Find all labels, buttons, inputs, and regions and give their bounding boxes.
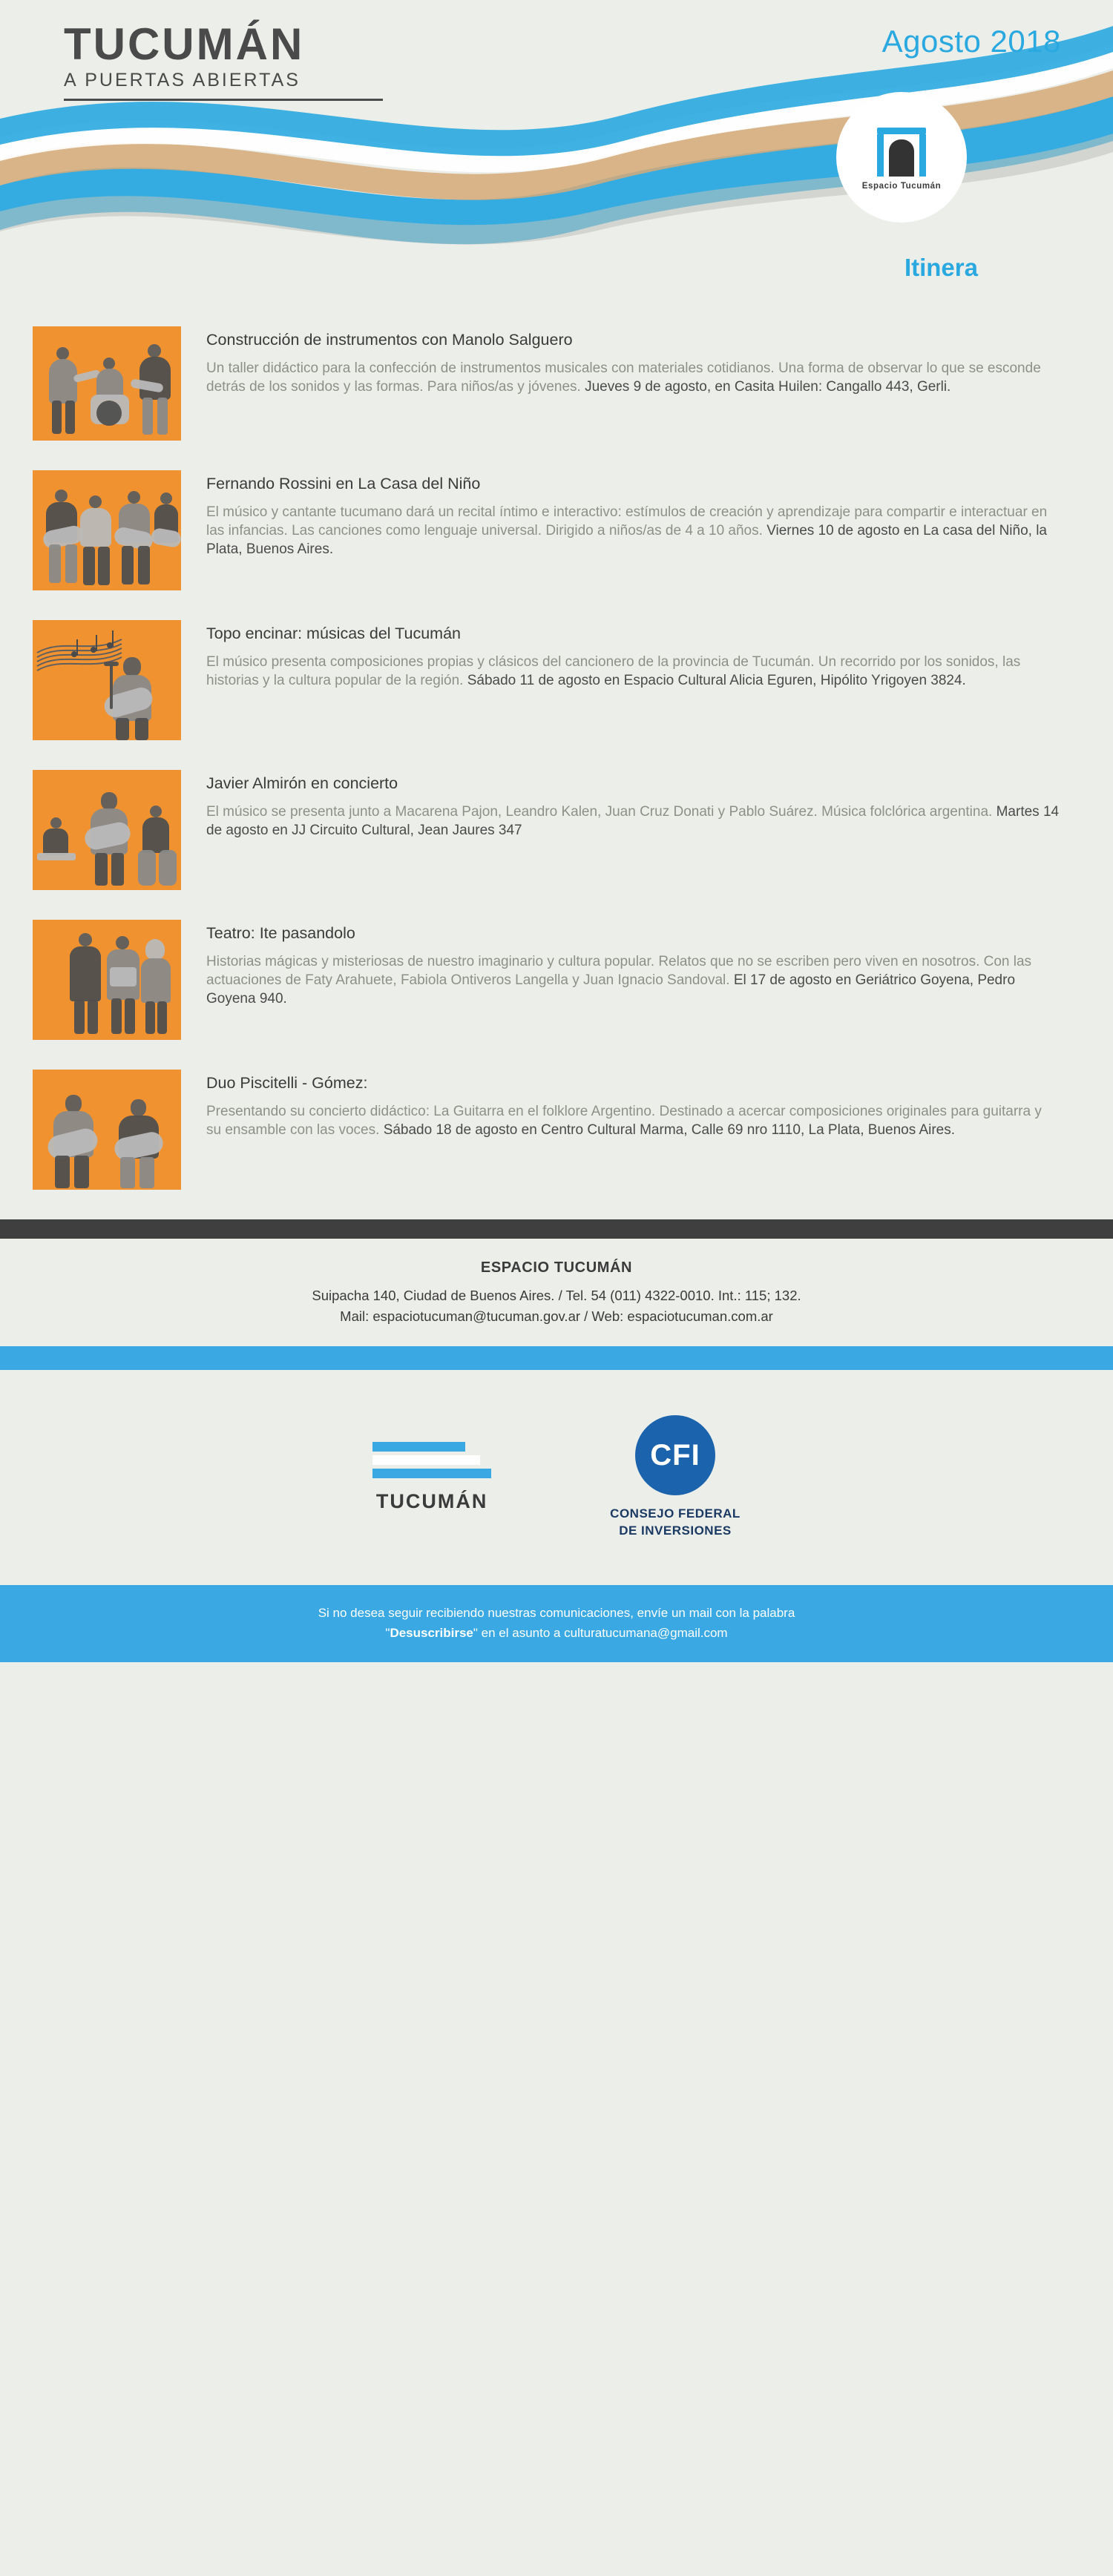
list-item [0,620,1113,740]
unsubscribe-block [0,1585,1113,1662]
logo-caption: Espacio Tucumán [861,181,942,191]
tucuman-logo-label: TUCUMÁN [375,1489,488,1512]
event-description-muted: El músico presenta composiciones propias y clásicos del cancionero de la provincia de Tucumán. Un recorrido por los sonidos, las historias y la cultura popular de la región. [206,653,1021,689]
event-title: Duo Piscitelli - Gómez: [206,1074,368,1092]
events-list [0,312,1113,1190]
event-description-muted: El músico y cantante tucumano dará un recital íntimo e interactivo: estímulos de creación y aprendizaje para compartir e interactuar en las infancias. Las canciones como lenguaje universal. Dirigido a niños/as de 4 a 10 años. [206,504,1048,539]
cfi-initials: CFI [635,1415,715,1495]
cfi-line-1: CONSEJO FEDERAL [610,1506,741,1521]
event-body-3 [206,620,1060,740]
header [0,0,1113,312]
unsubscribe-line-2 [0,1623,1113,1643]
event-description [206,653,1060,691]
event-description-muted: Historias mágicas y misteriosas de nuestro imaginario y cultura popular. Relatos que no se escriben pero viven en nosotros. Con las actuaciones de Faty Arahuete, Fabiola Ontiveros Langella y Juan Ignacio Sandoval. [206,953,1032,989]
footer-logos [0,1370,1113,1585]
event-description-muted: El músico se presenta junto a Macarena Pajon, Leandro Kalen, Juan Cruz Donati y Pablo Suárez. Música folclórica argentina. [206,803,997,820]
event-description [206,803,1060,840]
flag-icon [372,1442,491,1478]
brand-block [64,19,383,101]
contact-block [0,1239,1113,1346]
event-photo-5 [33,920,181,1040]
list-item [0,326,1113,441]
list-item [0,770,1113,890]
doorway-icon [877,128,926,177]
event-title: Topo encinar: músicas del Tucumán [206,625,461,642]
tucuman-logo [372,1442,491,1513]
event-description [206,1102,1060,1140]
section-label: Itinera [904,254,978,281]
contact-address: Suipacha 140, Ciudad de Buenos Aires. / Tel. 54 (011) 4322-0010. Int.: 115; 132. [312,1288,801,1303]
cfi-logo [610,1415,741,1538]
event-description-highlight: Jueves 9 de agosto, en Casita Huilen: Cangallo 443, Gerli. [585,379,951,395]
event-description [206,952,1060,1009]
unsubscribe-keyword: Desuscribirse [390,1625,473,1640]
event-body-6 [206,1070,1060,1190]
event-body-2 [206,470,1060,590]
event-photo-4 [33,770,181,890]
event-description-highlight: Martes 14 de agosto en JJ Circuito Cultural, Jean Jaures 347 [206,803,1060,839]
event-body-4 [206,770,1060,890]
event-description [206,359,1060,397]
contact-title: ESPACIO TUCUMÁN [480,1259,633,1276]
unsubscribe-line-1: Si no desea seguir recibiendo nuestras comunicaciones, envíe un mail con la palabra [318,1605,795,1620]
event-description-highlight: Sábado 18 de agosto en Centro Cultural Marma, Calle 69 nro 1110, La Plata, Buenos Aires. [383,1122,956,1139]
event-photo-6 [33,1070,181,1190]
unsubscribe-quote-open: " [385,1625,390,1640]
list-item [0,1070,1113,1190]
event-description [206,503,1060,559]
event-photo-3 [33,620,181,740]
list-item [0,470,1113,590]
event-title: Fernando Rossini en La Casa del Niño [206,475,481,493]
event-description-highlight: El 17 de agosto en Geriátrico Goyena, Pedro Goyena 940. [206,972,1016,1007]
brand-subtitle: A PUERTAS ABIERTAS [64,70,301,90]
section-divider [0,1219,1113,1239]
contact-mail-web: Mail: espaciotucuman@tucuman.gov.ar / Web: espaciotucuman.com.ar [340,1308,773,1324]
blue-divider [0,1346,1113,1370]
espacio-tucuman-logo [836,92,967,223]
brand-title: TUCUMÁN [64,19,305,69]
event-description-muted: Un taller didáctico para la confección de instrumentos musicales con materiales cotidianos. Una forma de observar lo que se esconde detrás de los sonidos y las formas. Para niños/as y jóvenes. [206,360,1041,395]
event-description-highlight: Sábado 11 de agosto en Espacio Cultural Alicia Eguren, Hipólito Yrigoyen 3824. [467,673,966,689]
event-photo-1 [33,326,181,441]
event-description-muted: Presentando su concierto didáctico: La Guitarra en el folklore Argentino. Destinado a acercar composiciones originales para guitarra y su ensamble con las voces. [206,1103,1042,1139]
event-body-1 [206,326,1060,441]
list-item [0,920,1113,1040]
brand-divider [64,99,383,101]
event-title: Construcción de instrumentos con Manolo Salguero [206,331,573,349]
event-title: Teatro: Ite pasandolo [206,924,355,942]
event-photo-2 [33,470,181,590]
event-body-5 [206,920,1060,1040]
month-label: Agosto 2018 [881,24,1061,59]
music-staff-decoration [33,620,181,740]
event-title: Javier Almirón en concierto [206,774,398,792]
cfi-line-2: DE INVERSIONES [619,1523,732,1538]
event-description-highlight: Viernes 10 de agosto en La casa del Niño, la Plata, Buenos Aires. [206,523,1047,558]
unsubscribe-line-2-rest: " en el asunto a culturatucumana@gmail.com [473,1625,728,1640]
